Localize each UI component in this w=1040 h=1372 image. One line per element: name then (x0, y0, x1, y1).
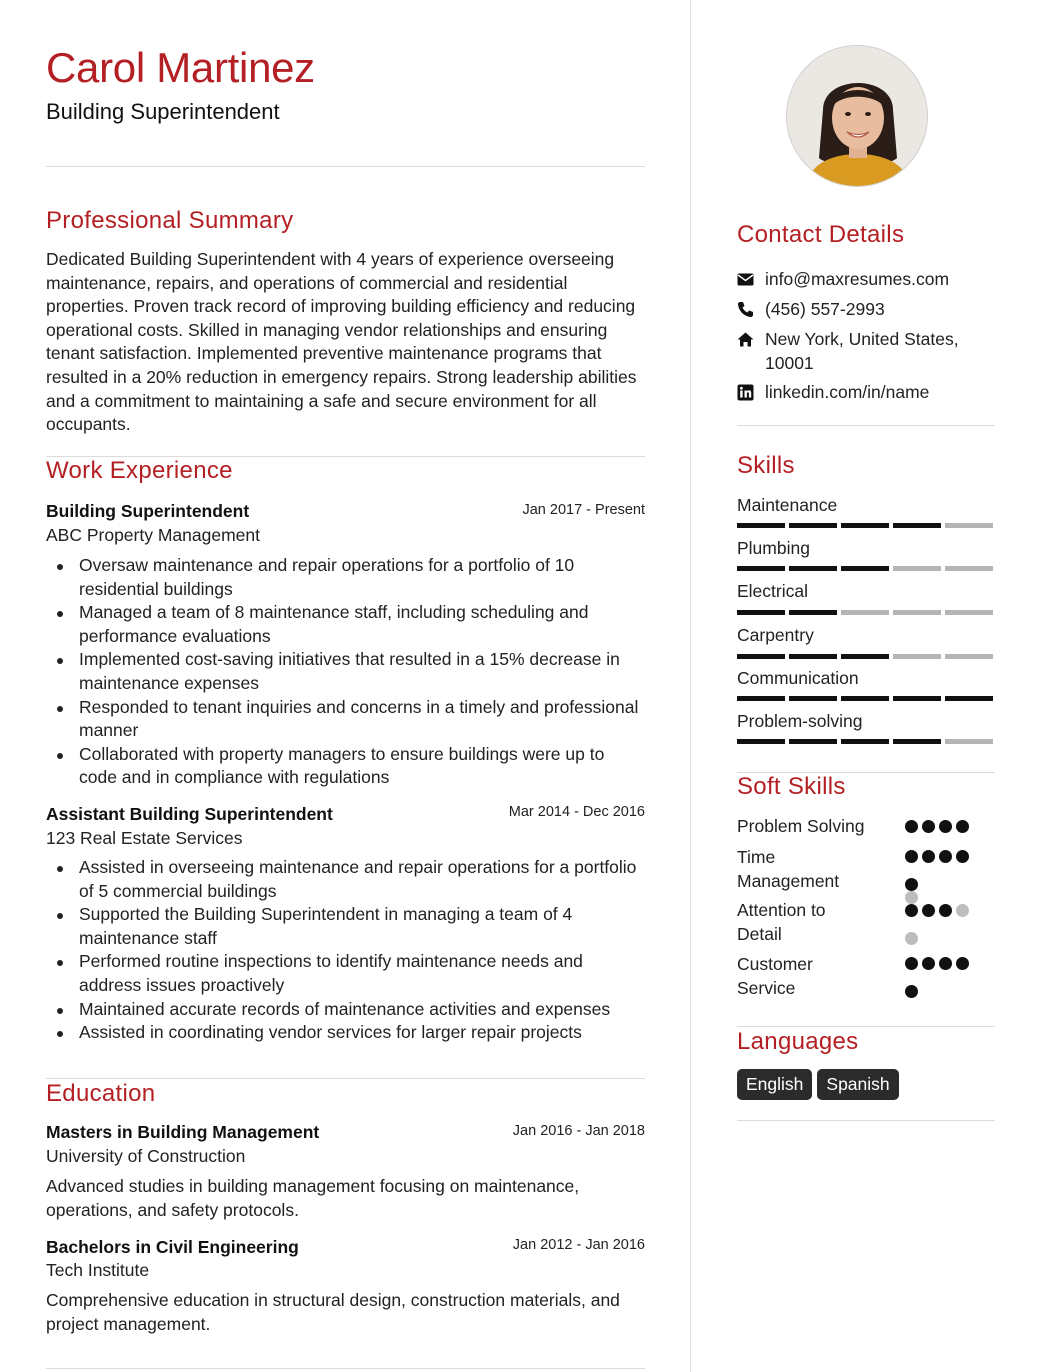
skill-label: Maintenance (737, 495, 838, 515)
skill-segment-filled (841, 566, 889, 571)
rating-dot-filled (905, 850, 918, 863)
skill-segment-empty (945, 523, 993, 528)
linkedin-text: linkedin.com/in/name (765, 382, 930, 402)
skill-level-bar (737, 696, 993, 702)
skill-segment-filled (737, 566, 785, 571)
phone-icon (737, 301, 754, 318)
skills-heading: Skills (737, 452, 795, 479)
skill-segment-empty (945, 610, 993, 615)
skill-label: Problem-solving (737, 711, 863, 731)
skill-segment-filled (789, 610, 837, 615)
skill-label: Plumbing (737, 538, 810, 558)
rating-dot-empty (905, 932, 918, 945)
skill-level-bar (737, 654, 993, 660)
rating-dot-filled (905, 820, 918, 833)
profile-photo (786, 45, 928, 187)
rating-dot-filled (922, 904, 935, 917)
languages-heading: Languages (737, 1028, 859, 1055)
rating-dot-filled (922, 850, 935, 863)
skill-segment-filled (893, 739, 941, 744)
skill-segment-filled (841, 739, 889, 744)
candidate-title: Building Superintendent (46, 99, 280, 124)
soft-skill-rating (905, 904, 985, 945)
rating-dot-filled (905, 985, 918, 998)
rating-dot-filled (956, 957, 969, 970)
bullet-item: Responded to tenant inquiries and concerns in a timely and professional manner (46, 696, 645, 743)
linkedin-icon (737, 384, 754, 401)
language-tag: English (737, 1069, 812, 1100)
skill-segment-empty (945, 566, 993, 571)
rating-dot-filled (939, 850, 952, 863)
skill-level-bar (737, 523, 993, 529)
job-bullets (46, 856, 645, 1045)
job-company: ABC Property Management (46, 525, 260, 545)
soft-skill-label: Problem Solving (737, 816, 865, 836)
skill-segment-filled (789, 523, 837, 528)
soft-skill-label: Customer Service (737, 954, 813, 998)
skill-segment-filled (737, 654, 785, 659)
languages-list (737, 1069, 904, 1100)
bullet-item: Collaborated with property managers to ensure buildings were up to code and in compliance with regulations (46, 743, 645, 790)
rating-dot-filled (905, 904, 918, 917)
skill-segment-filled (737, 696, 785, 701)
skill-segment-empty (945, 739, 993, 744)
education-divider (46, 1368, 645, 1369)
soft-skill-rating (905, 850, 985, 909)
skill-segment-filled (841, 696, 889, 701)
bullet-item: Supported the Building Superintendent in managing a team of 4 maintenance staff (46, 903, 645, 950)
skill-segment-empty (893, 566, 941, 571)
phone-text: (456) 557-2993 (765, 299, 885, 319)
job-title: Building Superintendent (46, 501, 250, 521)
bullet-item: Assisted in overseeing maintenance and repair operations for a portfolio of 5 commercial buildings (46, 856, 645, 903)
job-bullets (46, 554, 645, 790)
soft-skill-rating (905, 820, 985, 838)
column-divider (690, 0, 691, 1372)
candidate-name: Carol Martinez (46, 44, 315, 91)
skill-segment-filled (893, 696, 941, 701)
soft-skills-heading: Soft Skills (737, 773, 846, 800)
summary-heading: Professional Summary (46, 207, 294, 234)
job-date: Mar 2014 - Dec 2016 (508, 804, 645, 820)
contact-heading: Contact Details (737, 221, 905, 248)
rating-dot-empty (905, 891, 918, 904)
avatar-portrait-icon (787, 46, 928, 187)
skill-segment-empty (893, 654, 941, 659)
skill-segment-filled (789, 566, 837, 571)
skill-segment-filled (789, 654, 837, 659)
skill-segment-filled (737, 610, 785, 615)
skill-segment-empty (841, 610, 889, 615)
education-heading: Education (46, 1080, 156, 1107)
summary-text: Dedicated Building Superintendent with 4 years of experience overseeing maintenance, repairs, and operations of commercial and residential properties. Proven track record of improving building efficiency and reducing operational costs. Skilled in managing vendor relationships and ensuring tenant satisfaction. Implemented preventive maintenance programs that resulted in a 20% reduction in emergency repairs. Strong leadership abilities and a commitment to maintaining a safe and secure environment for all occupants. (46, 249, 637, 435)
skill-segment-filled (737, 523, 785, 528)
email-text: info@maxresumes.com (765, 269, 950, 289)
degree-description: Advanced studies in building management focusing on maintenance, operations, and safety protocols. (46, 1176, 580, 1220)
rating-dot-filled (956, 820, 969, 833)
job-title: Assistant Building Superintendent (46, 804, 333, 824)
soft-skill-label: Attention to Detail (737, 900, 826, 944)
school-name: Tech Institute (46, 1260, 150, 1280)
school-name: University of Construction (46, 1146, 246, 1166)
skill-segment-filled (737, 739, 785, 744)
soft-skill-label: Time Management (737, 847, 840, 891)
rating-dot-filled (939, 957, 952, 970)
bullet-item: Implemented cost-saving initiatives that resulted in a 15% decrease in maintenance expenses (46, 648, 645, 695)
address-text: New York, United States, 10001 (765, 329, 959, 373)
rating-dot-filled (905, 878, 918, 891)
job-date: Jan 2017 - Present (522, 502, 645, 518)
degree-description: Comprehensive education in structural design, construction materials, and project management. (46, 1290, 620, 1334)
skill-level-bar (737, 739, 993, 745)
degree-title: Masters in Building Management (46, 1122, 320, 1142)
skill-segment-filled (789, 739, 837, 744)
soft-skill-rating (905, 957, 985, 998)
language-tag: Spanish (817, 1069, 898, 1100)
degree-date: Jan 2016 - Jan 2018 (512, 1123, 645, 1139)
bullet-item: Performed routine inspections to identify maintenance needs and address issues proactively (46, 950, 645, 997)
rating-dot-filled (922, 957, 935, 970)
skill-level-bar (737, 610, 993, 616)
rating-dot-filled (956, 850, 969, 863)
languages-divider (737, 1120, 995, 1121)
bullet-item: Oversaw maintenance and repair operations for a portfolio of 10 residential buildings (46, 554, 645, 601)
rating-dot-filled (922, 820, 935, 833)
experience-heading: Work Experience (46, 457, 233, 484)
skill-segment-filled (945, 696, 993, 701)
skill-level-bar (737, 566, 993, 572)
home-icon (737, 331, 754, 348)
skill-segment-empty (893, 610, 941, 615)
skill-segment-filled (789, 696, 837, 701)
rating-dot-filled (939, 820, 952, 833)
bullet-item: Maintained accurate records of maintenance activities and expenses (46, 998, 645, 1022)
envelope-icon (737, 271, 754, 288)
bullet-item: Assisted in coordinating vendor services for larger repair projects (46, 1021, 645, 1045)
skill-segment-filled (841, 654, 889, 659)
contact-divider (737, 425, 995, 426)
bullet-item: Managed a team of 8 maintenance staff, including scheduling and performance evaluations (46, 601, 645, 648)
rating-dot-filled (939, 904, 952, 917)
rating-dot-empty (956, 904, 969, 917)
skill-segment-filled (841, 523, 889, 528)
degree-title: Bachelors in Civil Engineering (46, 1237, 299, 1257)
skill-label: Carpentry (737, 625, 814, 645)
skill-segment-filled (893, 523, 941, 528)
skill-label: Communication (737, 668, 859, 688)
skill-label: Electrical (737, 581, 808, 601)
job-company: 123 Real Estate Services (46, 828, 243, 848)
degree-date: Jan 2012 - Jan 2016 (512, 1237, 645, 1253)
header-divider (46, 166, 645, 167)
skill-segment-empty (945, 654, 993, 659)
rating-dot-filled (905, 957, 918, 970)
